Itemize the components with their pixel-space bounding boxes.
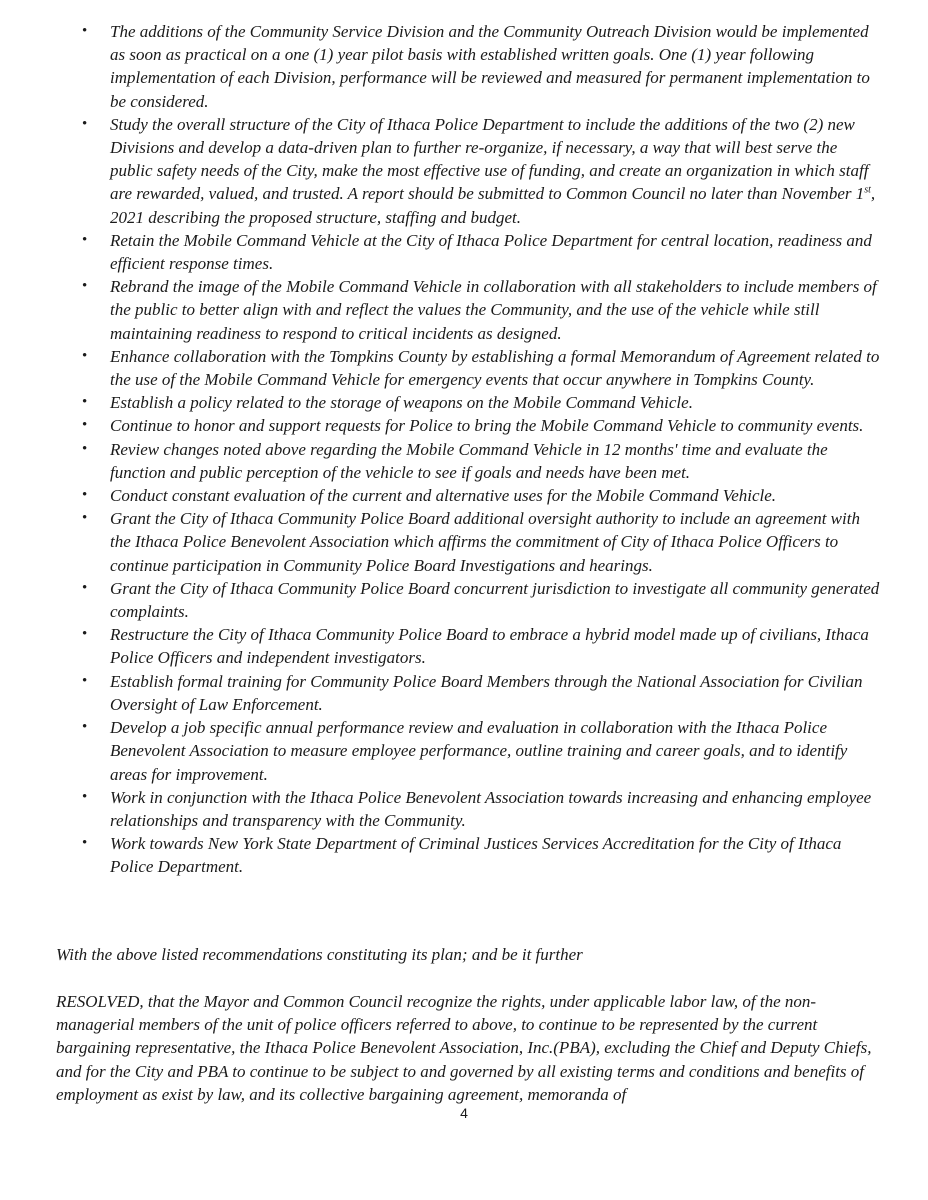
recommendations-list — [0, 20, 928, 879]
list-item-text: Work in conjunction with the Ithaca Police Benevolent Association towards increasing and enhancing employee relationships and transparency with the Community. — [110, 787, 872, 830]
bullet-icon: • — [82, 719, 88, 736]
list-item-text: Establish formal training for Community Police Board Members through the National Association for Civilian Oversight of Law Enforcement. — [110, 671, 863, 714]
list-item-text: Rebrand the image of the Mobile Command Vehicle in collaboration with all stakeholders to include members of the public to better align with and reflect the values the Community, and the use of the vehicle while still maintaining readiness to respond to critical incidents as designed. — [110, 277, 877, 343]
ordinal-suffix: st — [864, 184, 871, 196]
list-item-text: Work towards New York State Department of Criminal Justices Services Accreditation for the City of Ithaca Police Department. — [110, 834, 842, 877]
list-item-text — [110, 115, 875, 227]
list-item — [0, 484, 928, 507]
bullet-icon: • — [82, 672, 88, 689]
bullet-icon: • — [82, 115, 88, 132]
list-item — [0, 716, 928, 786]
list-item — [0, 20, 928, 113]
bullet-icon: • — [82, 487, 88, 504]
list-item — [0, 414, 928, 437]
page-number: 4 — [460, 1105, 468, 1121]
list-item-text-part: Study the overall structure of the City of Ithaca Police Department to include the additions of the two (2) new Divisions and develop a data-driven plan to further re-organize, if necessary, a way that will best serve the public safety needs of the City, make the most effective use of funding, and create an organization in which staff are rewarded, valued, and trusted. A report should be submitted to Common Council no later than November 1 — [110, 114, 869, 204]
bullet-icon: • — [82, 579, 88, 596]
list-item — [0, 786, 928, 832]
list-item — [0, 623, 928, 669]
list-item — [0, 391, 928, 414]
bullet-icon: • — [82, 440, 88, 457]
bullet-icon: • — [82, 231, 88, 248]
plan-paragraph: With the above listed recommendations constituting its plan; and be it further — [56, 945, 583, 964]
list-item-text: Review changes noted above regarding the Mobile Command Vehicle in 12 months' time and evaluate the function and public perception of the vehicle to see if goals and needs have been met. — [110, 439, 828, 482]
list-item-text: Establish a policy related to the storage of weapons on the Mobile Command Vehicle. — [110, 393, 693, 413]
list-item — [0, 229, 928, 275]
list-item — [0, 832, 928, 878]
list-item — [0, 345, 928, 391]
bullet-icon: • — [82, 626, 88, 643]
bullet-icon: • — [82, 510, 88, 527]
list-item-text: Grant the City of Ithaca Community Police Board additional oversight authority to include an agreement with the Ithaca Police Benevolent Association which affirms the commitment of City of Ithaca Police Officers to continue participation in Community Police Board Investigations and hearings. — [110, 509, 860, 575]
bullet-icon: • — [82, 347, 88, 364]
bullet-icon: • — [82, 394, 88, 411]
list-item — [0, 670, 928, 716]
list-item — [0, 438, 928, 484]
list-item-text: Continue to honor and support requests for Police to bring the Mobile Command Vehicle to community events. — [110, 416, 864, 436]
bullet-icon: • — [82, 278, 88, 295]
bullet-icon: • — [82, 835, 88, 852]
bullet-icon: • — [82, 23, 88, 39]
list-item-text: Grant the City of Ithaca Community Police Board concurrent jurisdiction to investigate all community generated complaints. — [110, 578, 880, 622]
bullet-icon: • — [82, 788, 88, 805]
list-item-text: Develop a job specific annual performance review and evaluation in collaboration with the Ithaca Police Benevolent Association to measure employee performance, outline training and career goals, and to identify areas for improvement. — [110, 718, 848, 784]
list-item — [0, 275, 928, 345]
list-item — [0, 507, 928, 577]
list-item — [0, 113, 928, 229]
list-item-text: Retain the Mobile Command Vehicle at the City of Ithaca Police Department for central location, readiness and efficient response times. — [110, 230, 872, 274]
list-item — [0, 577, 928, 623]
resolved-paragraph: RESOLVED, that the Mayor and Common Council recognize the rights, under applicable labor law, of the non-managerial members of the unit of police officers referred to above, to continue to be represented by the current bargaining representative, the Ithaca Police Benevolent Association, Inc.(PBA), excluding the Chief and Deputy Chiefs, and for the City and PBA to continue to be subject to and governed by all existing terms and conditions and benefits of employment as exist by law, and its collective bargaining agreement, memoranda of — [56, 992, 872, 1104]
list-item-text: The additions of the Community Service Division and the Community Outreach Division would be implemented as soon as practical on a one (1) year pilot basis with established written goals. One (1) year following implementation of each Division, performance will be reviewed and measured for permanent implementation to be considered. — [110, 22, 870, 111]
list-item-text: Enhance collaboration with the Tompkins County by establishing a formal Memorandum of Agreement related to the use of the Mobile Command Vehicle for emergency events that occur anywhere in Tompkins County. — [110, 346, 880, 390]
list-item-text-part: , 2021 describing the proposed structure, staffing and budget. — [110, 184, 876, 227]
list-item-text: Conduct constant evaluation of the current and alternative uses for the Mobile Command Vehicle. — [110, 486, 777, 506]
list-item-text: Restructure the City of Ithaca Community Police Board to embrace a hybrid model made up of civilians, Ithaca Police Officers and independent investigators. — [110, 625, 869, 668]
bullet-icon: • — [82, 417, 88, 434]
